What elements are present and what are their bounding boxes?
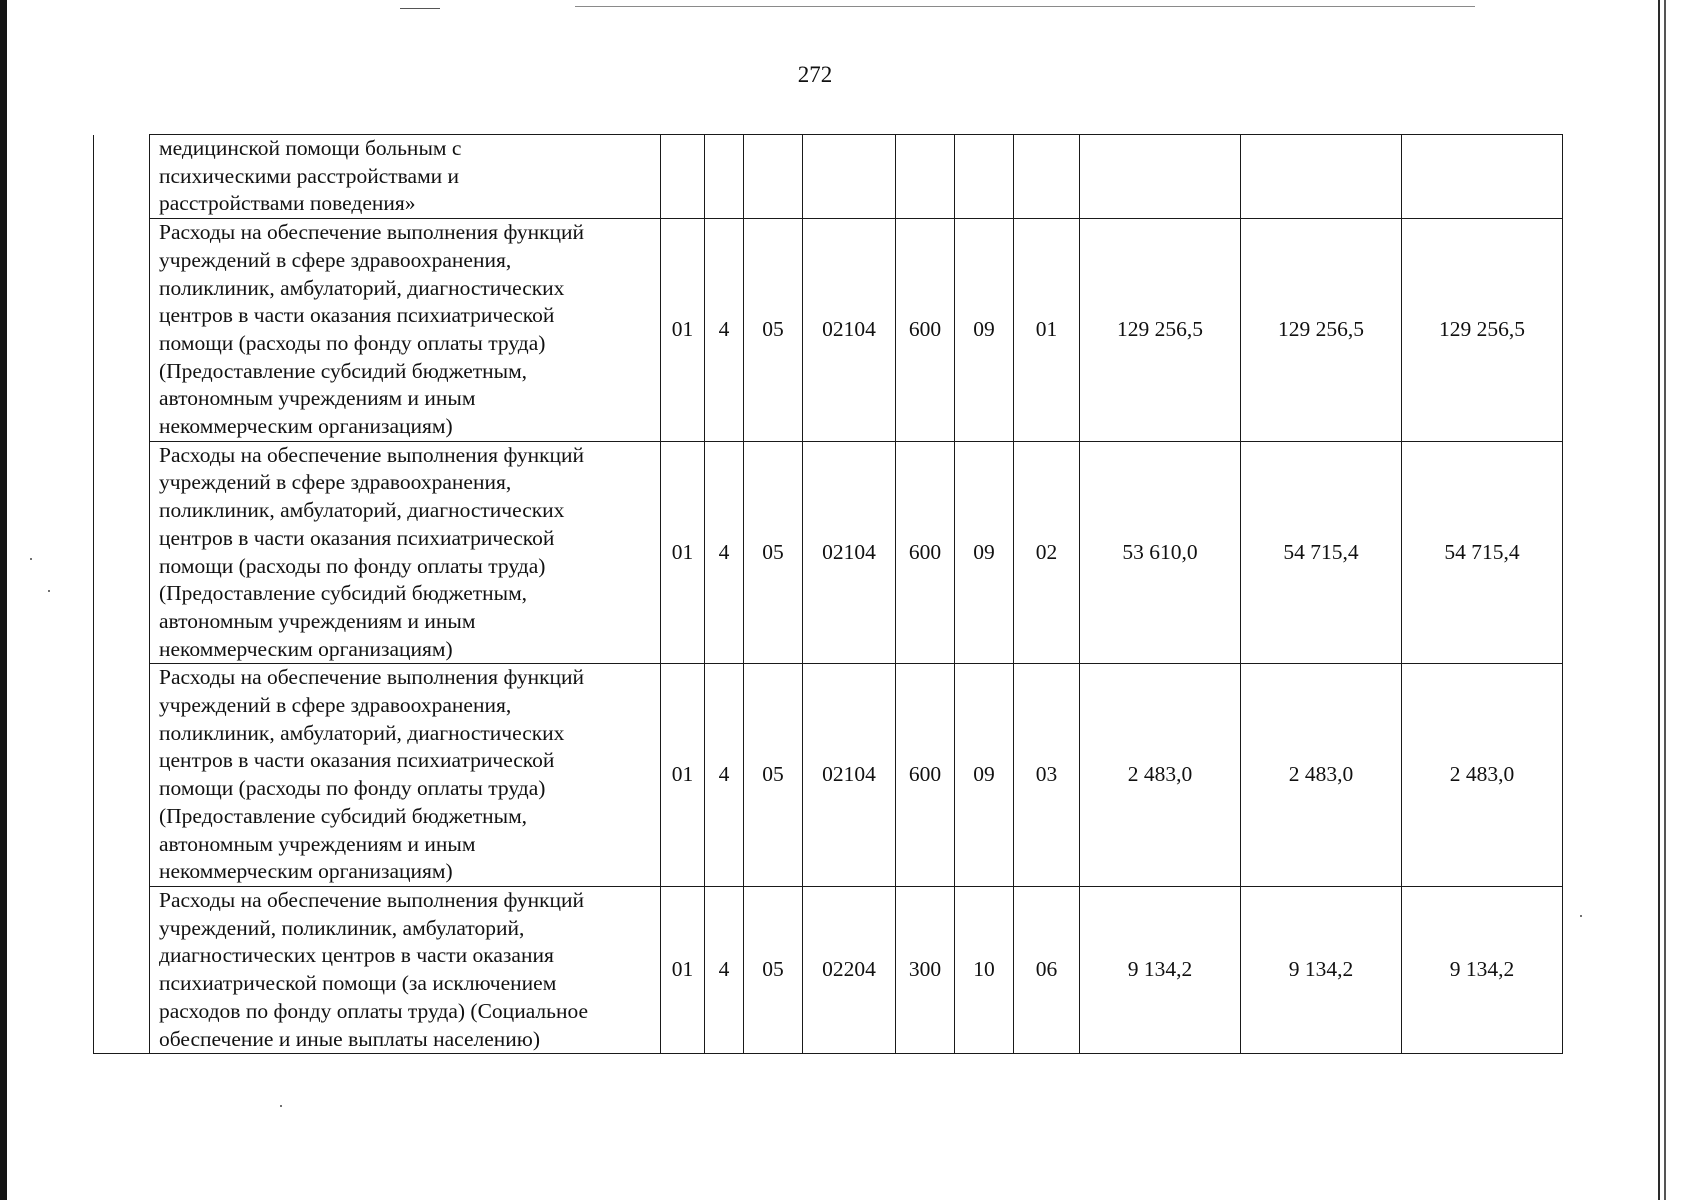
description-line: расходов по фонду оплаты труда) (Социальное: [159, 998, 589, 1023]
budget-table: [93, 134, 1563, 1054]
table-row: [94, 886, 1563, 1053]
amount-year-2-cell: 9 134,2: [1241, 886, 1402, 1053]
amount-year-2-cell: 129 256,5: [1241, 219, 1402, 442]
expense-type-cell: [896, 135, 955, 219]
description-line: некоммерческим организациям): [159, 859, 453, 884]
table-row: [94, 664, 1563, 887]
description-line: некоммерческим организациям): [159, 414, 453, 439]
code-subchapter-cell: 03: [1014, 664, 1080, 887]
scan-edge-right: [1658, 0, 1660, 1200]
scan-speck: [1580, 915, 1582, 917]
description-line: обеспечение и иные выплаты населению): [159, 1026, 541, 1051]
description-line: Расходы на обеспечение выполнения функций: [159, 220, 585, 245]
amount-year-1-cell: [1080, 135, 1241, 219]
scan-edge-left: [0, 0, 7, 1200]
row-number-cell: [94, 135, 150, 219]
description-line: (Предоставление субсидий бюджетным,: [159, 803, 528, 828]
amount-year-3-cell: [1402, 135, 1563, 219]
expense-type-cell: 600: [896, 219, 955, 442]
description-line: расстройствами поведения»: [159, 191, 416, 216]
code-4-cell: 4: [705, 219, 744, 442]
code-4-cell: 4: [705, 441, 744, 664]
code-subchapter-cell: [1014, 135, 1080, 219]
description-line: поликлиник, амбулаторий, диагностических: [159, 498, 565, 523]
code-01-cell: [661, 135, 705, 219]
expense-description-cell: [150, 441, 661, 664]
description-line: (Предоставление субсидий бюджетным,: [159, 581, 528, 606]
amount-year-1-cell: 129 256,5: [1080, 219, 1241, 442]
code-chapter-cell: 10: [955, 886, 1014, 1053]
table-row: [94, 135, 1563, 219]
description-line: учреждений, поликлиник, амбулаторий,: [159, 915, 525, 940]
description-line: помощи (расходы по фонду оплаты труда): [159, 776, 546, 801]
amount-year-3-cell: 2 483,0: [1402, 664, 1563, 887]
amount-year-2-cell: 2 483,0: [1241, 664, 1402, 887]
code-01-cell: 01: [661, 664, 705, 887]
amount-year-2-cell: 54 715,4: [1241, 441, 1402, 664]
amount-year-3-cell: 54 715,4: [1402, 441, 1563, 664]
code-chapter-cell: 09: [955, 664, 1014, 887]
scan-mark-top-dash: [400, 8, 440, 9]
amount-year-3-cell: 9 134,2: [1402, 886, 1563, 1053]
code-subchapter-cell: 02: [1014, 441, 1080, 664]
description-line: медицинской помощи больным с: [159, 136, 462, 160]
amount-year-1-cell: 9 134,2: [1080, 886, 1241, 1053]
description-line: учреждений в сфере здравоохранения,: [159, 247, 512, 272]
description-line: психическими расстройствами и: [159, 163, 460, 188]
expense-description-cell: [150, 886, 661, 1053]
page-number: 272: [797, 62, 833, 87]
code-4-cell: 4: [705, 886, 744, 1053]
row-number-cell: [94, 664, 150, 887]
program-code-cell: 02104: [803, 664, 896, 887]
description-line: помощи (расходы по фонду оплаты труда): [159, 553, 546, 578]
code-chapter-cell: 09: [955, 219, 1014, 442]
code-4-cell: 4: [705, 664, 744, 887]
expense-description-cell: [150, 664, 661, 887]
description-line: Расходы на обеспечение выполнения функций: [159, 665, 585, 690]
section-code-cell: 05: [744, 441, 803, 664]
description-line: психиатрической помощи (за исключением: [159, 971, 557, 996]
code-01-cell: 01: [661, 219, 705, 442]
expense-type-cell: 600: [896, 441, 955, 664]
amount-year-1-cell: 2 483,0: [1080, 664, 1241, 887]
table-row: [94, 441, 1563, 664]
expense-description-cell: [150, 219, 661, 442]
amount-year-2-cell: [1241, 135, 1402, 219]
description-line: Расходы на обеспечение выполнения функций: [159, 887, 585, 912]
description-line: Расходы на обеспечение выполнения функций: [159, 442, 585, 467]
description-line: диагностических центров в части оказания: [159, 943, 554, 968]
scan-speck: [280, 1105, 282, 1107]
amount-year-3-cell: 129 256,5: [1402, 219, 1563, 442]
row-number-cell: [94, 886, 150, 1053]
scan-speck: [30, 558, 32, 560]
description-line: автономным учреждениям и иным: [159, 386, 476, 411]
scan-speck: [48, 590, 50, 592]
program-code-cell: 02204: [803, 886, 896, 1053]
description-line: некоммерческим организациям): [159, 636, 453, 661]
program-code-cell: [803, 135, 896, 219]
section-code-cell: 05: [744, 219, 803, 442]
description-line: помощи (расходы по фонду оплаты труда): [159, 330, 546, 355]
code-chapter-cell: 09: [955, 441, 1014, 664]
scan-edge-right-outer: [1664, 0, 1666, 1200]
expense-type-cell: 600: [896, 664, 955, 887]
expense-description-cell: [150, 135, 661, 219]
description-line: центров в части оказания психиатрической: [159, 303, 555, 328]
description-line: поликлиник, амбулаторий, диагностических: [159, 720, 565, 745]
description-line: учреждений в сфере здравоохранения,: [159, 693, 512, 718]
code-chapter-cell: [955, 135, 1014, 219]
section-code-cell: [744, 135, 803, 219]
table-body: [94, 135, 1563, 1054]
amount-year-1-cell: 53 610,0: [1080, 441, 1241, 664]
description-line: центров в части оказания психиатрической: [159, 525, 555, 550]
description-line: (Предоставление субсидий бюджетным,: [159, 358, 528, 383]
description-line: автономным учреждениям и иным: [159, 831, 476, 856]
description-line: автономным учреждениям и иным: [159, 608, 476, 633]
table-row: [94, 219, 1563, 442]
section-code-cell: 05: [744, 664, 803, 887]
program-code-cell: 02104: [803, 219, 896, 442]
description-line: поликлиник, амбулаторий, диагностических: [159, 275, 565, 300]
row-number-cell: [94, 441, 150, 664]
code-01-cell: 01: [661, 886, 705, 1053]
program-code-cell: 02104: [803, 441, 896, 664]
code-4-cell: [705, 135, 744, 219]
code-subchapter-cell: 01: [1014, 219, 1080, 442]
code-01-cell: 01: [661, 441, 705, 664]
expense-type-cell: 300: [896, 886, 955, 1053]
section-code-cell: 05: [744, 886, 803, 1053]
description-line: учреждений в сфере здравоохранения,: [159, 470, 512, 495]
row-number-cell: [94, 219, 150, 442]
scan-mark-top-line: [575, 6, 1475, 7]
code-subchapter-cell: 06: [1014, 886, 1080, 1053]
description-line: центров в части оказания психиатрической: [159, 748, 555, 773]
